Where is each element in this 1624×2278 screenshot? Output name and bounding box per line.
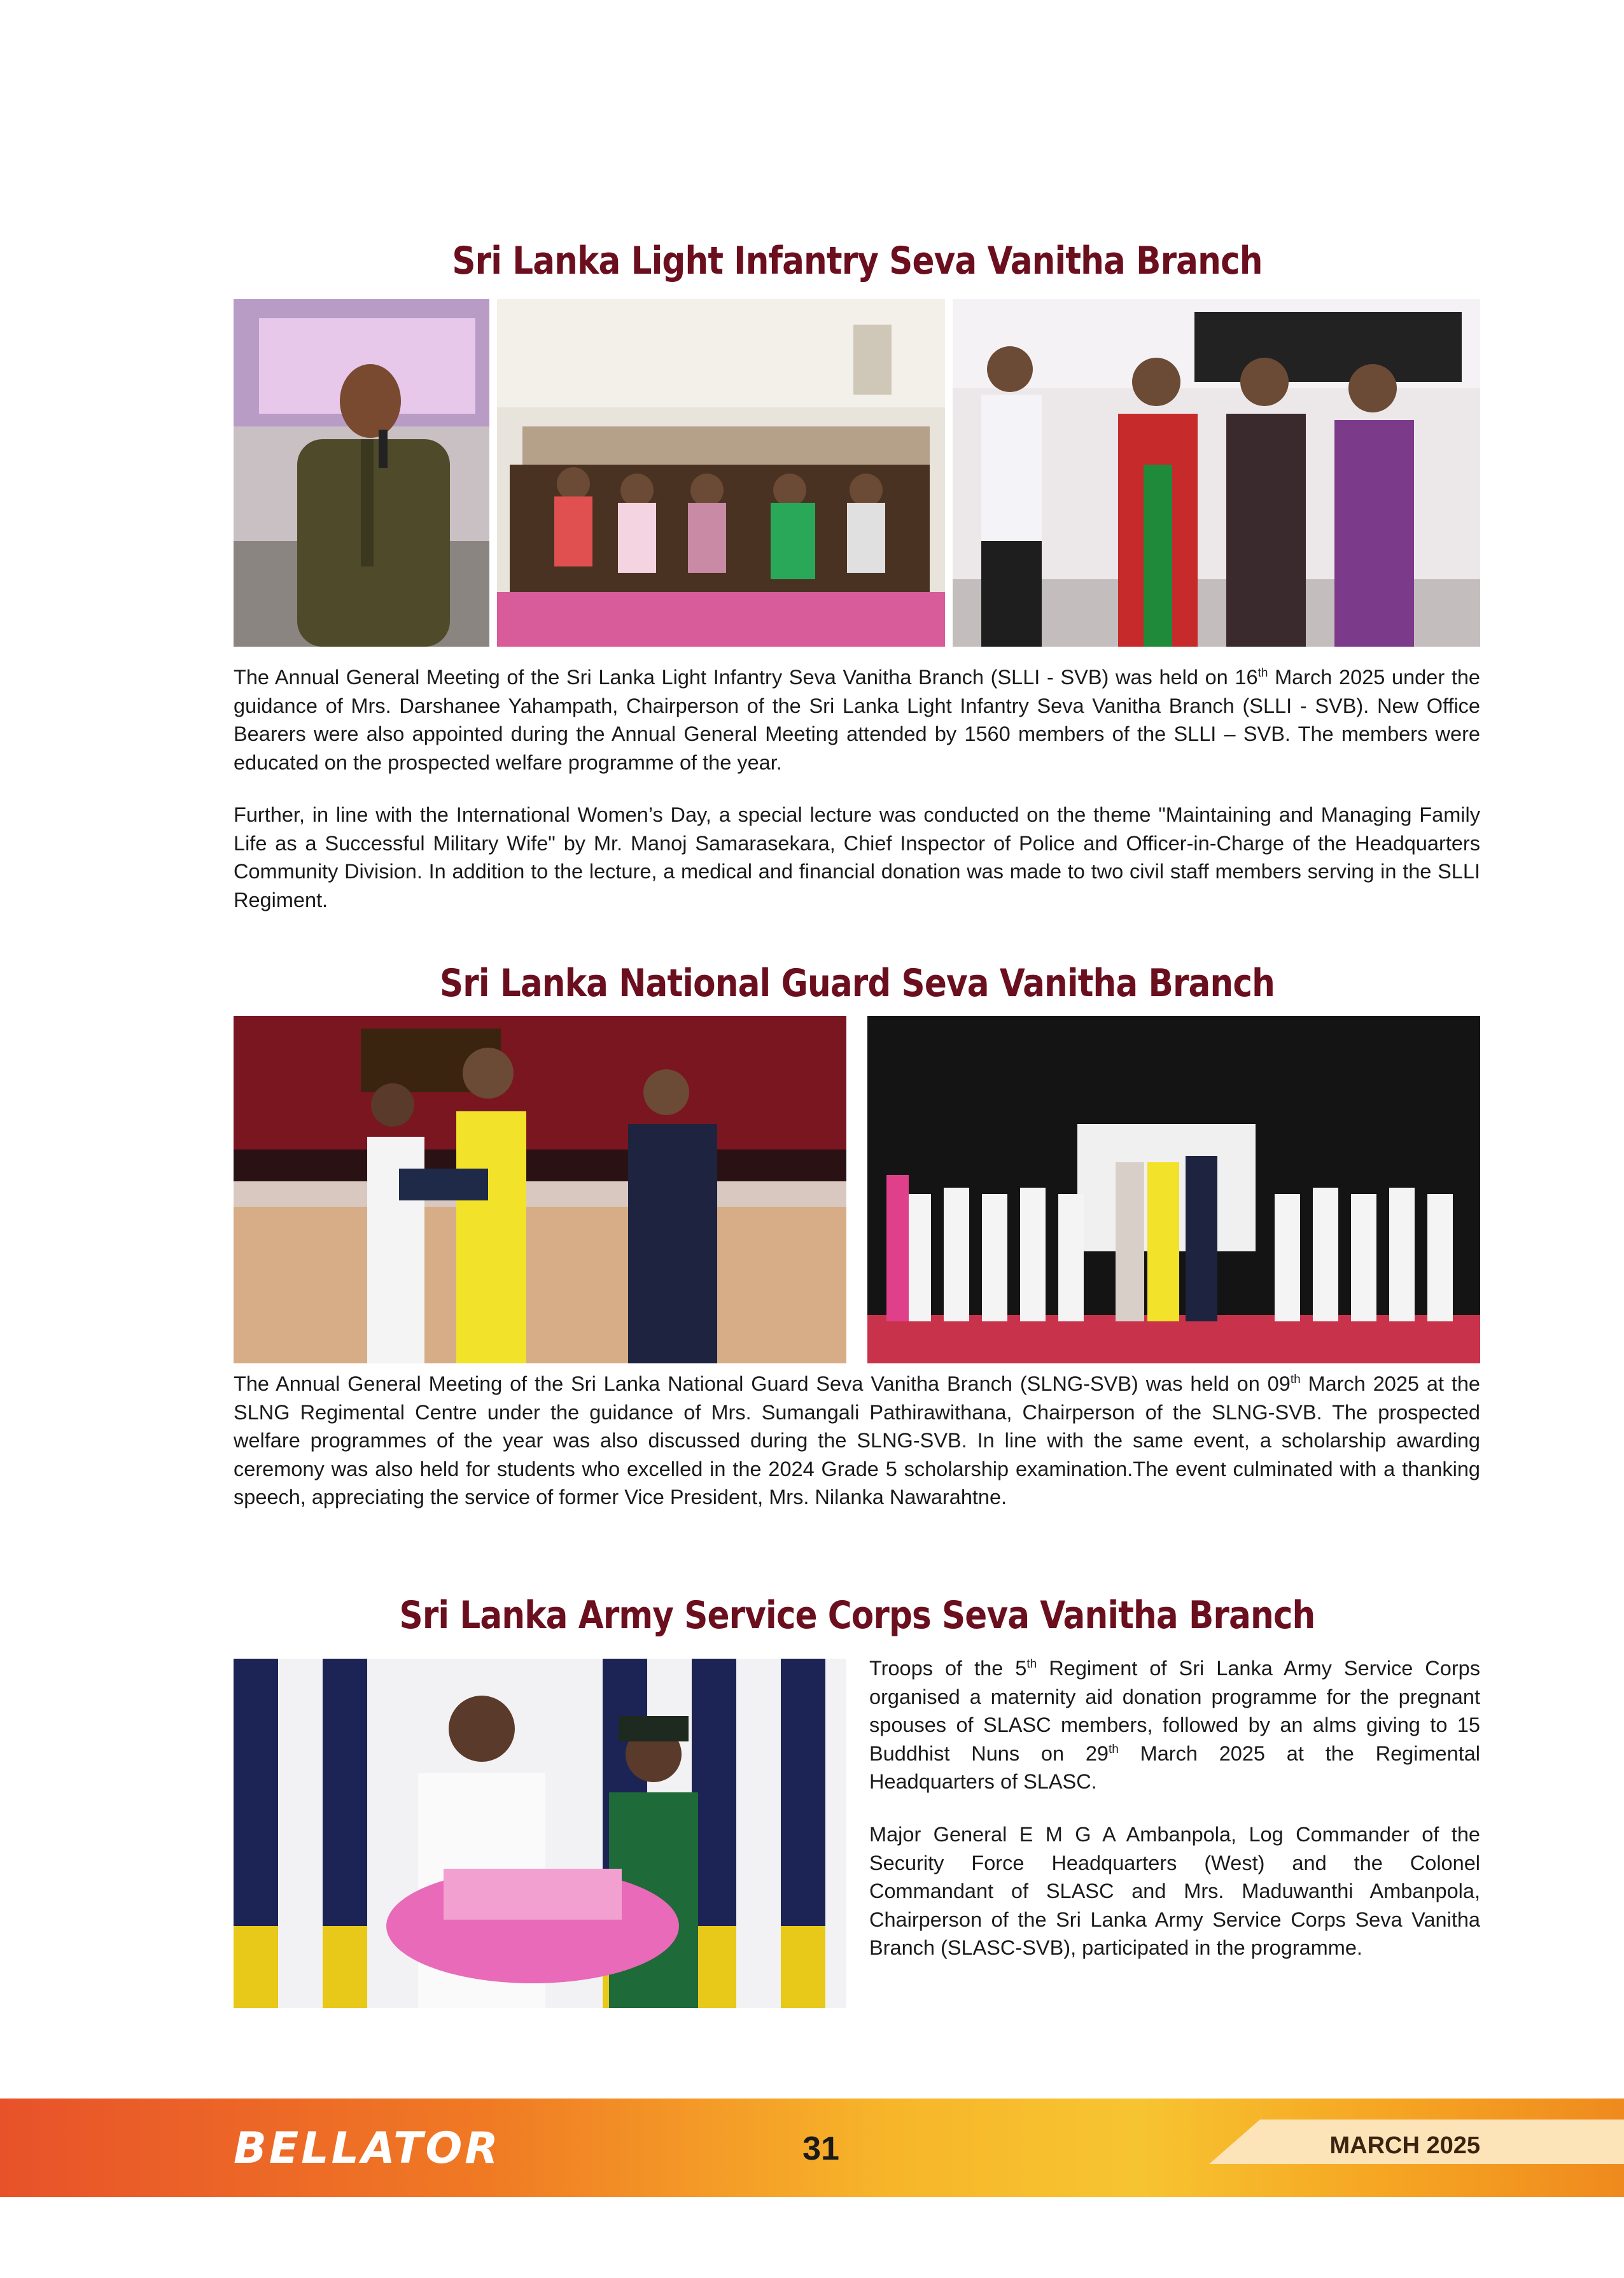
magazine-logo: BELLATOR xyxy=(234,2123,501,2174)
photo-presentation xyxy=(953,299,1480,647)
slli-paragraph-2: Further, in line with the International Women’s Day, a special lecture was conducted on the theme "Maintaining and Managing Family Life as a Successful Military Wife" by Mr. Manoj Samarasekara, Chief Inspector of Police and Officer-in-Charge of the Headquarters Community Division. In addition to the lecture, a medical and financial donation was made to two civil staff members serving in the SLLI Regiment. xyxy=(234,803,1480,911)
section-title-slli: Sri Lanka Light Infantry Seva Vanitha Branch xyxy=(452,239,1263,283)
slasc-paragraph-2: Major General E M G A Ambanpola, Log Commander of the Security Force Headquarters (West) and the Colonel Commandant of SLASC and Mrs. Maduwanthi Ambanpola, Chairperson of the Sri Lanka Army Service Corps Seva Vanitha Branch (SLASC-SVB), participated in the programme. xyxy=(869,1823,1480,1959)
issue-date: MARCH 2025 xyxy=(1329,2132,1480,2159)
slli-paragraph-1: The Annual General Meeting of the Sri Lanka Light Infantry Seva Vanitha Branch (SLLI - SVB) was held on 16th March 2025 under the guidance of Mrs. Darshanee Yahampath, Chairperson of the Sri Lanka Light Infantry Seva Vanitha Branch (SLLI - SVB). New Office Bearers were also appointed during the Annual General Meeting attended by 1560 members of the SLLI – SVB. The members were educated on the prospected welfare programme of the year. xyxy=(234,666,1480,774)
section-title-slasc: Sri Lanka Army Service Corps Seva Vanitha Branch xyxy=(399,1593,1315,1638)
photo-scholarship-group xyxy=(867,1016,1480,1363)
page-number: 31 xyxy=(802,2130,839,2167)
photo-audience-seated xyxy=(497,299,945,647)
slasc-paragraph-1: Troops of the 5th Regiment of Sri Lanka Army Service Corps organised a maternity aid donation programme for the pregnant spouses of SLASC members, followed by an alms giving to 15 Buddhist Nuns on 29th March 2025 at the Regimental Headquarters of SLASC. xyxy=(869,1657,1480,1793)
slng-paragraph-1: The Annual General Meeting of the Sri Lanka National Guard Seva Vanitha Branch (SLNG-SVB) was held on 09th March 2025 at the SLNG Regimental Centre under the guidance of Mrs. Sumangali Pathirawithana, Chairperson of the SLNG-SVB. The prospected welfare programmes of the year was also discussed during the SLNG-SVB. In line with the same event, a scholarship awarding ceremony was also held for students who excelled in the 2024 Grade 5 scholarship examination.The event culminated with a thanking speech, appreciating the service of former Vice President, Mrs. Nilanka Nawarahtne. xyxy=(234,1372,1481,1508)
photo-scholarship-handover xyxy=(234,1016,846,1363)
photo-officer-speaking xyxy=(234,299,489,647)
photo-maternity-aid xyxy=(234,1659,846,2008)
section-title-slng: Sri Lanka National Guard Seva Vanitha Branch xyxy=(439,961,1275,1006)
